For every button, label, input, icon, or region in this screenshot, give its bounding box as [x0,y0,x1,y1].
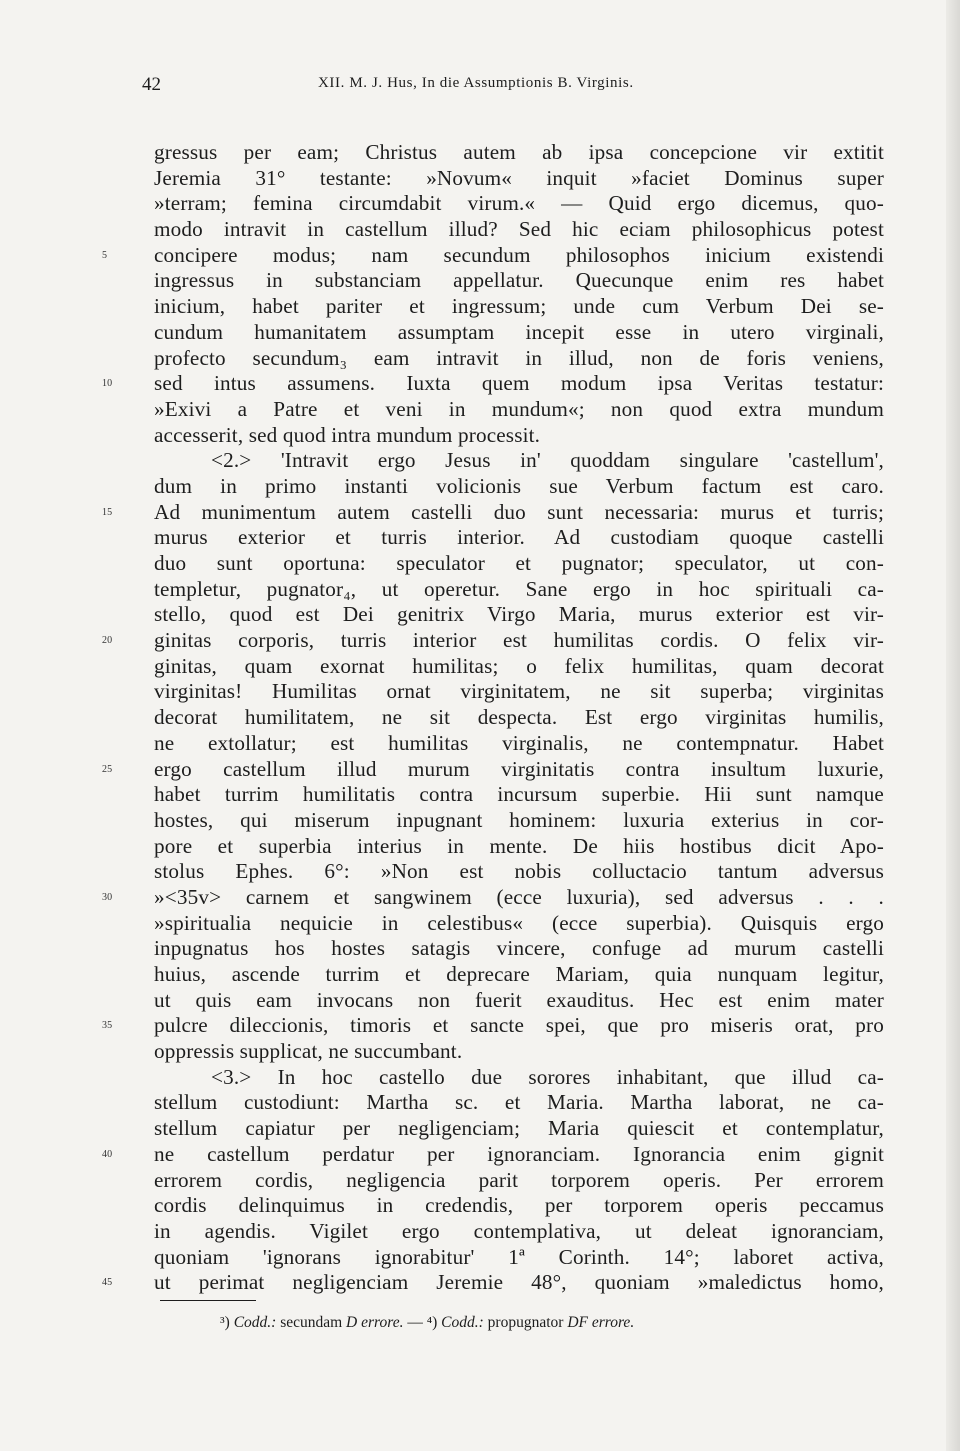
text-line [154,551,884,577]
line-number: 10 [102,378,113,390]
text-line [102,1013,884,1039]
line-text: huius, ascende turrim et deprecare Mariam, quia nunquam legitur, [154,962,884,986]
text-line [154,577,884,603]
text-line [154,1245,884,1271]
line-text: ne extollatur; est humilitas virginalis, ne contempnatur. Habet [154,730,884,755]
line-text: quoniam 'ignorans ignorabitur' 1ª Corinth. 14°; laboret activa, [154,1244,884,1269]
line-number: 5 [102,249,108,261]
line-text: templetur, pugnator₄, ut operetur. Sane ergo in hoc spirituali ca- [154,576,884,601]
text-line [154,1168,884,1194]
line-text: Jeremia 31° testante: »Novum« inquit »faciet Dominus super [154,165,884,190]
text-line [154,654,884,680]
text-line [102,499,884,526]
line-number: 25 [102,763,113,775]
text-line [154,936,884,962]
text-line [154,294,884,320]
line-text: oppressis supplicat, ne succumbant. [154,1039,463,1064]
running-head: XII. M. J. Hus, In die Assumptionis B. Virginis. [318,75,634,91]
text-line [102,884,884,911]
text-line [154,140,884,166]
page-number: 42 [142,74,161,95]
line-text: inicium, habet pariter et ingressum; unde cum Verbum Dei se- [154,294,884,319]
text-line [154,1065,884,1091]
line-text: hostes, qui miserum inpugnant hominem: luxuria exterius in cor- [154,807,884,832]
line-number: 45 [102,1277,113,1289]
text-line [154,808,884,834]
footnote-3-siglum: D [346,1314,358,1331]
line-text: in agendis. Vigilet ergo contemplativa, ut deleat ignoranciam, [154,1218,884,1243]
footnote-divider [160,1300,256,1301]
text-line [154,191,884,217]
text-line [154,911,884,937]
line-text: cundum humanitatem assumptam incepit esse in utero virginali, [154,319,884,344]
text-line [154,782,884,808]
line-text: Ad munimentum autem castelli duo sunt necessaria: murus et turris; [154,499,884,524]
line-text: concipere modus; nam secundum philosophos inicium existendi [154,242,884,267]
text-line [102,756,884,783]
line-text: <2.> 'Intravit ergo Jesus in' quoddam singulare 'castellum', [211,448,884,473]
line-text: cordis delinquimus in credendis, per torporem operis peccamus [154,1193,884,1218]
text-line [154,1039,884,1065]
line-number: 30 [102,891,113,903]
text-line [154,448,884,474]
line-text: »Exivi a Patre et veni in mundum«; non quod extra mundum [154,396,884,421]
text-line [154,962,884,988]
line-text: decorat humilitatem, ne sit despecta. Est ergo virginitas humilis, [154,705,884,730]
text-line [102,1141,884,1168]
text-line [154,988,884,1014]
text-line [154,525,884,551]
page-header [140,74,900,104]
text-line [154,1193,884,1219]
footnotes [220,1314,634,1332]
text-line [154,320,884,346]
line-text: stolus Ephes. 6°: »Non est nobis colluctacio tantum adversus [154,859,884,884]
line-number: 15 [102,506,113,518]
text-line [154,1116,884,1142]
footnote-4-marker: ⁴) [426,1314,438,1331]
text-line [154,166,884,192]
text-line [154,705,884,731]
footnote-3-text: secundam [280,1314,343,1331]
text-line [154,731,884,757]
page-edge-shadow [946,0,960,1451]
text-line [102,628,884,654]
line-text: duo sunt oportuna: speculator et pugnator; speculator, ut con- [154,551,884,575]
line-text: <3.> In hoc castello due sorores inhabitant, que illud ca- [211,1064,884,1089]
line-text: accesserit, sed quod intra mundum processit. [154,422,541,447]
line-text: stellum custodiunt: Martha sc. et Maria. Martha laborat, ne ca- [154,1090,884,1115]
text-line [154,423,884,449]
line-text: dum in primo instanti volicionis sue Verbum factum est caro. [154,473,884,498]
footnote-separator: — [407,1314,423,1331]
line-text: stello, quod est Dei genitrix Virgo Maria, murus exterior est vir- [154,602,884,627]
footnote-4-error: errore. [591,1314,635,1331]
line-number: 20 [102,635,113,647]
text-line [154,1219,884,1245]
line-text: ne castellum perdatur per ignoranciam. Ignorancia enim gignit [154,1141,884,1166]
line-text: pulcre dileccionis, timoris et sancte spei, que pro miseris orat, pro [154,1013,884,1038]
line-text: gressus per eam; Christus autem ab ipsa concepcione vir extitit [154,140,884,164]
line-text: pore et superbia interius in mente. De hiis hostibus dicit Apo- [154,833,884,858]
footnote-3-error: errore. [361,1314,404,1331]
line-text: ginitas, quam exornat humilitas; o felix humilitas, quam decorat [154,653,884,678]
line-text: ginitas corporis, turris interior est humilitas cordis. O felix vir- [154,628,884,653]
text-line [154,859,884,885]
line-text: murus exterior et turris interior. Ad custodiam quoque castelli [154,525,884,550]
main-text [102,140,884,1296]
text-line [154,679,884,705]
line-number: 35 [102,1020,113,1032]
footnote-4-text: propugnator [487,1314,564,1331]
line-text: ergo castellum illud murum virginitatis contra insultum luxurie, [154,756,884,781]
line-number: 40 [102,1148,113,1160]
line-text: ut quis eam invocans non fuerit exauditus. Hec est enim mater [154,987,884,1012]
line-text: errorem cordis, negligencia parit torporem operis. Per errorem [154,1167,884,1192]
text-line [154,834,884,860]
text-line [102,1270,884,1296]
line-text: sed intus assumens. Iuxta quem modum ipsa Veritas testatur: [154,371,884,396]
line-text: virginitas! Humilitas ornat virginitatem, ne sit superba; virginitas [154,679,884,704]
text-line [102,371,884,397]
text-line [154,346,884,372]
line-text: »<35v> carnem et sangwinem (ecce luxuria), sed adversus . . . [154,884,884,909]
text-line [154,1090,884,1116]
line-text: »spiritualia nequicie in celestibus« (ecce superbia). Quisquis ergo [154,910,884,935]
text-line [154,217,884,243]
line-text: ingressus in substanciam appellatur. Quecunque enim res habet [154,268,884,293]
line-text: profecto secundum₃ eam intravit in illud, non de foris veniens, [154,345,884,370]
line-text: stellum capiatur per negligenciam; Maria quiescit et contemplatur, [154,1116,884,1141]
text-line [102,242,884,269]
line-text: habet turrim humilitatis contra incursum superbie. Hii sunt namque [154,782,884,807]
line-text: ut perimat negligenciam Jeremie 48°, quoniam »maledictus homo, [154,1270,884,1295]
text-line [154,397,884,423]
line-text: modo intravit in castellum illud? Sed hic eciam philosophicus potest [154,217,884,242]
footnote-4-siglum: DF [567,1314,588,1331]
footnote-3-marker: ³) [220,1314,230,1331]
footnote-3-codd: Codd.: [233,1314,277,1331]
line-text: inpugnatus hos hostes satagis vincere, confuge ad murum castelli [154,936,884,961]
text-line [154,268,884,294]
text-line [154,602,884,628]
footnote-4-codd: Codd.: [441,1314,484,1331]
line-text: »terram; femina circumdabit virum.« — Quid ergo dicemus, quo- [154,191,884,216]
text-line [154,474,884,500]
